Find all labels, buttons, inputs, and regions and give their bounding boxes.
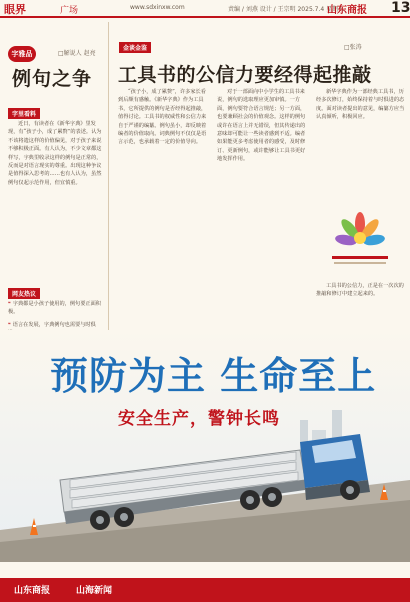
footer-brand-shanhai: 山海新闻: [76, 586, 113, 596]
page-footer: [0, 578, 410, 602]
comment-text: 字典都是小孩子使用的，例句要正面积极。: [8, 301, 101, 316]
main-section-tag: 金谈金鉴: [119, 42, 151, 53]
section-name: 广场: [60, 6, 79, 16]
quote-icon: ❝: [8, 321, 11, 328]
site-url: www.sdxinxw.com: [130, 4, 185, 11]
main-article-column-3: 新华字典作为一部经典工具书，历经多次修订，始终保持着与时俱进的态度。面对读者提出的意见，编纂方应当认真倾听，积极回应。: [316, 89, 405, 121]
event-logo: [304, 210, 404, 280]
main-article-column-1: “孩子小，成了累赘”，许多家长看到后颇有感触。《新华字典》作为工具书，它所提供的例句是否经得起推敲，值得讨论。工具书的权威性和公信力来自于严谨的编纂。例句虽小，却反映着编者的价值取向。词典例句不仅仅是语言示范，也承载着一定的价值导向。: [118, 89, 207, 146]
poster-slogan-sub: 安全生产，警钟长鸣: [118, 409, 280, 429]
main-article-column-2: 对于一部面向中小学生的工具书来说，例句的选取理应更加审慎。一方面，例句要符合语言规范；另一方面，也要兼顾社会的价值观念。这样的例句或许在语言上并无错误，但其传递出的意味却可能让一些读者感到不适。编者如果能更多考虑使用者的感受，及时修订、更新例句，或许能够让工具书更好地发挥作用。: [217, 89, 306, 163]
flower-logo-icon: [304, 210, 404, 280]
footer-brand-shangbao: 山东商报: [14, 586, 51, 596]
quote-icon: ❝: [8, 301, 11, 307]
left-article-title: 例句之争: [12, 68, 93, 90]
left-article-body: 近日，有读者在《新华字典》里发现，有“孩子小，成了累赘”的表述。认为不该将遗这样的价值偏见，对于孩子来说不够积极正面。有人认为，不少文章都这样写，字典里收录这样的例句是正常的，反而是对语言现实的尊重。出现这种争议是值得深入思考的……也有人认为，虽然例句仅起示范作用，但宜慎重。: [8, 121, 102, 186]
column-brand: 眼界: [4, 3, 26, 16]
topic-badge: 字雅品: [8, 46, 36, 62]
comment-item: [8, 300, 104, 317]
comments-tag: 网友热议: [8, 288, 40, 299]
left-section-tag: 字里看料: [8, 108, 40, 119]
left-author: □解说人 赵亮: [58, 50, 96, 57]
main-article-title: 工具书的公信力要经得起推敲: [118, 64, 372, 86]
paper-name: 山东商报: [327, 5, 367, 16]
comment-text: 语言在发展，字典例句也需要与时俱: [12, 321, 96, 328]
issue-meta: 责编 / 刘燕 设计 / 王宗明 2025.7.4 星期五: [228, 6, 345, 13]
poster-slogan-main: 预防为主 生命至上: [50, 354, 377, 398]
page-number: 13: [391, 0, 410, 16]
main-article-column-3-end: 工具书的公信力，正是在一次次的推敲和修订中建立起来的。: [316, 283, 404, 298]
main-author: □张涛: [344, 44, 362, 51]
